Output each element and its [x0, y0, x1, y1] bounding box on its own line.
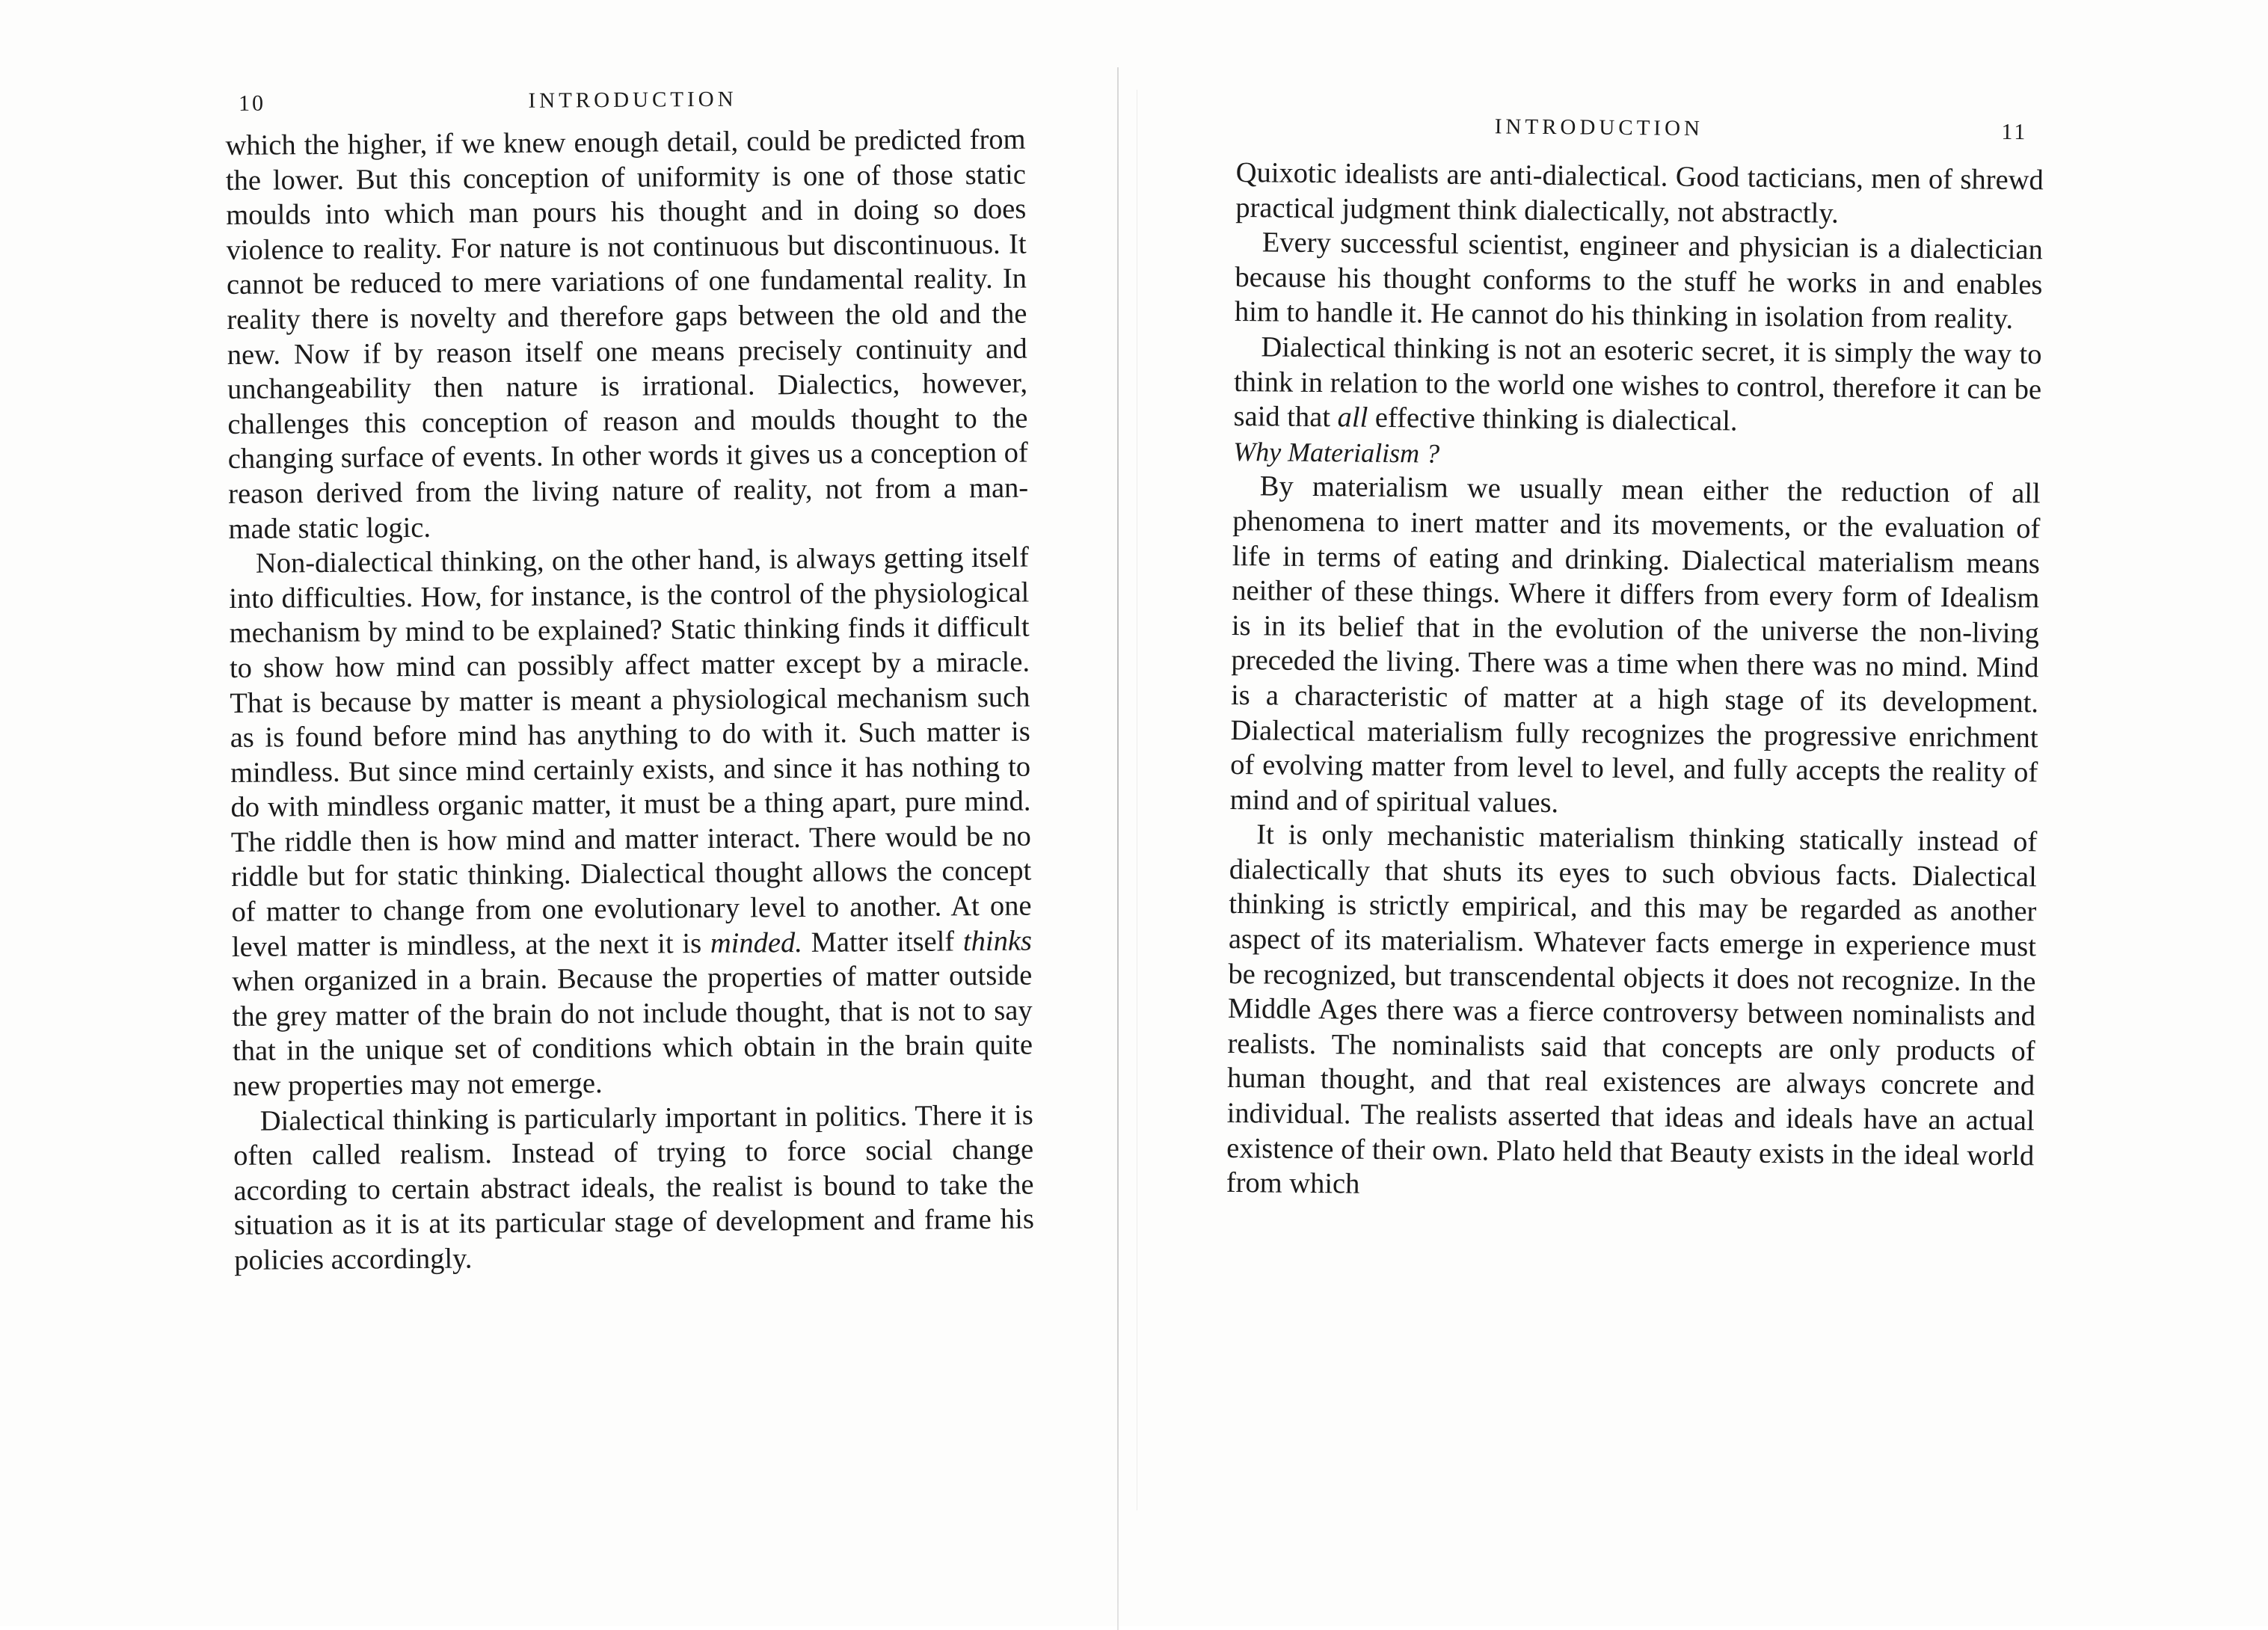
italic-all: all — [1337, 402, 1368, 434]
left-paragraph-1: which the higher, if we knew enough detail, could be predicted from the lower. But this conception of uniformity is one of those static moulds into which man pours his thought and in doing so does violence to reality. For nature is not continuous but discontinuous. It cannot be reduced to mere variations of one fundamental reality. In reality there is novelty and therefore gaps between the old and the new. Now if by reason itself one means precisely continuity and unchangeability then nature is irrational. Dialectics, however, challenges this conception of reason and moulds thought to the changing surface of events. In other words it gives us a conception of reason derived from the living nature of reality, not from a man-made static logic. — [225, 123, 1029, 545]
italic-thinks: thinks — [962, 925, 1033, 957]
right-paragraph-4: By materialism we usually mean either the reduction of all phenomena to inert matter and its movements, or the evaluation of life in terms of eating and drinking. Dialectical materialism means neither of these things. Where it differs from every form of Idealism is in its belief that in the evolution of the universe the non-living preceded the living. There was a time when there was no mind. Mind is a characteristic of matter at a high stage of its development. Dialectical materialism fully recognizes the progressive enrichment of evolving matter from level to level, and fully accepts the reality of mind and of spiritual values. — [1229, 470, 2041, 819]
left-page-number: 10 — [238, 90, 266, 116]
right-page-number: 11 — [2001, 119, 2028, 145]
left-paragraph-3: Dialectical thinking is particularly important in politics. There it is often called realism. Instead of trying to force social change according to certain abstract ideals, the realist is bound to take the situation as it is at its particular stage of development and frame his policies accordingly. — [233, 1099, 1035, 1276]
section-heading-why-materialism: Why Materialism ? — [1233, 436, 1440, 469]
right-paragraph-3: Dialectical thinking is not an esoteric secret, it is simply the way to think in relation to the world one wishes to control, therefore it can be said that all effective thinking is dialectical. — [1233, 331, 2042, 437]
right-page — [1226, 0, 2045, 1200]
right-paragraph-1: Quixotic idealists are anti-dialectical. Good tacticians, men of shrewd practical judgment think dialectically, not abstractly. — [1235, 156, 2044, 230]
left-body-text — [225, 123, 1034, 1279]
left-paragraph-2: Non-dialectical thinking, on the other hand, is always getting itself into difficulties. How, for instance, is the control of the physiological mechanism by mind to be explained? Static thinking finds it difficult to show how mind can possibly affect matter except by a miracle. That is because by matter is meant a physiological mechanism such as is found before mind has anything to do with it. Such matter is mindless. But since mind certainly exists, and since it has nothing to do with mindless organic matter, it must be a thing apart, pure mind. The riddle then is how mind and matter interact. There would be no riddle but for static thinking. Dialectical thought allows the concept of matter to change from one evolutionary level to another. At one level matter is mindless, at the next it is minded. Matter itself thinks when organized in a brain. Because the properties of matter outside the grey matter of the brain do not include thought, that is not to say that in the unique set of conditions which obtain in the brain quite new properties may not emerge. — [229, 541, 1033, 1102]
left-running-title: INTRODUCTION — [528, 87, 737, 113]
right-paragraph-2: Every successful scientist, engineer and physician is a dialectician because his thought conforms to the stuff he works in and enables him to handle it. He cannot do his thinking in isolation from reality. — [1234, 227, 2044, 336]
right-paragraph-5: It is only mechanistic materialism thinking statically instead of dialectically that shuts its eyes to such obvious facts. Dialectical thinking is strictly empirical, and this may be regarded as another aspect of its materialism. Whatever facts emerge in experience must be recognized, but transcendental objects it does not recognize. In the Middle Ages there was a fierce controversy between nominalists and realists. The nominalists said that concepts are only products of human thought, and that real existences are always concrete and individual. The realists asserted that ideas and ideals have an actual existence of their own. Plato held that Beauty exists in the ideal world from which — [1226, 819, 2038, 1200]
left-running-head — [225, 85, 1025, 121]
right-running-head — [1236, 112, 2044, 150]
right-body-text — [1226, 156, 2044, 1208]
right-running-title: INTRODUCTION — [1494, 114, 1704, 141]
italic-minded: minded. — [710, 926, 803, 959]
book-gutter — [1117, 67, 1119, 1630]
